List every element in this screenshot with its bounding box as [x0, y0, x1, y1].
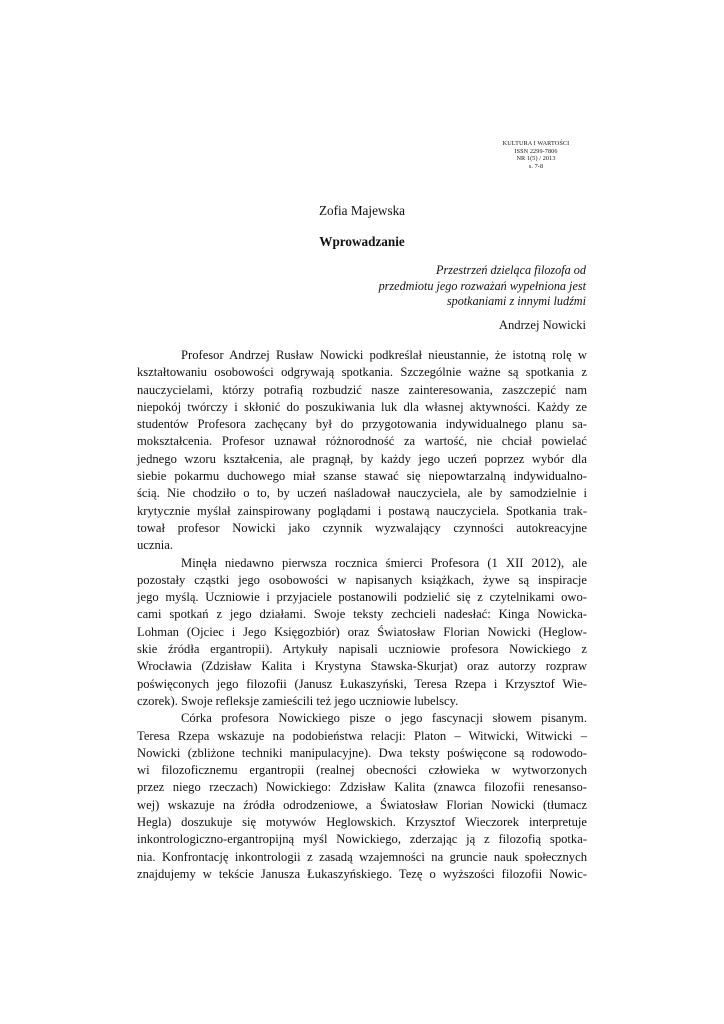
article-author: Zofia Majewska: [318, 203, 406, 218]
body-line: Lohman (Ojciec i Jego Księgozbiór) oraz Światosław Florian Nowicki (Heglow-: [137, 624, 587, 639]
body-paragraph: [137, 710, 587, 883]
body-line: pozostały cząstki jego osobowości w napisanych książkach, żywe są inspiracje: [137, 572, 587, 587]
epigraph-line: Przestrzeń dzieląca filozofa od: [436, 263, 586, 277]
body-line: jego myślą. Uczniowie i przyjaciele postanowili podzielić się z czytelnikami owo-: [137, 590, 587, 605]
body-paragraph: [137, 555, 587, 711]
journal-issn: ISSN 2299-7806: [514, 147, 558, 155]
epigraph-line: przedmiotu jego rozważań wypełniona jest: [378, 278, 586, 293]
body-line: inkontrologiczno-ergantropijną myśl Nowickiego, zderzając ją z filozofią spotka-: [137, 832, 587, 847]
journal-issue: NR 1(5) / 2013: [516, 155, 556, 163]
epigraph-line: spotkaniami z innymi ludźmi: [446, 294, 586, 308]
article-body: [137, 347, 587, 883]
epigraph-author: Andrzej Nowicki: [498, 318, 586, 332]
journal-pages: s. 7-8: [528, 162, 544, 170]
body-line: nauczycielami, którzy potrafią rozbudzić nasze zainteresowania, zaszczepić nam: [137, 382, 587, 397]
body-line: wej) wskazuje na źródła odrodzeniowe, a Światosław Florian Nowicki (tłumacz: [137, 797, 587, 812]
body-line: poświęconych jego filozofii (Janusz Łukaszyński, Teresa Rzepa i Krzysztof Wie-: [137, 676, 587, 691]
body-line: jednego wzoru kształcenia, ale pragnął, by każdy jego uczeń poprzez wybór dla: [137, 451, 587, 466]
body-line: przez niego rzeczach) Nowickiego: Zdzisław Kalita (znawca filozofii renesanso-: [137, 780, 587, 795]
body-line: ucznia.: [137, 538, 174, 553]
body-line: mokształcenia. Profesor uznawał różnorodność za wartość, nie chciał powielać: [137, 434, 587, 449]
body-line: Teresa Rzepa wskazuje na podobieństwa relacji: Platon – Witwicki, Witwicki –: [137, 728, 587, 743]
journal-header: [486, 140, 586, 170]
article-title: Wprowadzanie: [319, 234, 405, 249]
body-line: studentów Profesora zachęcany był do przygotowania indywidualnego planu sa-: [137, 417, 587, 432]
body-line: kształtowaniu osobowości odgrywają spotkania. Szczególnie ważne są spotkania z: [137, 365, 587, 380]
body-line: siebie pokarmu duchowego miał szanse stawać się niepowtarzalną indywidualno-: [137, 469, 587, 484]
epigraph: [379, 263, 586, 310]
body-line: niepokój twórczy i skłonić do poszukiwania luk dla własnej aktywności. Każdy ze: [137, 399, 587, 414]
body-line: znajdujemy w tekście Janusza Łukaszyńskiego. Tezę o wyższości filozofii Nowic-: [137, 866, 587, 881]
body-line: Profesor Andrzej Rusław Nowicki podkreślał nieustannie, że istotną rolę w: [181, 348, 587, 362]
journal-name: KULTURA I WARTOŚCI: [502, 140, 570, 147]
body-line: cami spotkań z jego działami. Swoje teksty zechcieli nadesłać: Kinga Nowicka-: [137, 607, 587, 622]
body-line: krytycznie myślał zainspirowany poglądami i postawą nauczyciela. Spotkania trak-: [137, 503, 587, 518]
body-line: skie źródła ergantropii). Artykuły napisali uczniowie profesora Nowickiego z: [137, 642, 587, 657]
body-line: Wrocławia (Zdzisław Kalita i Krystyna Stawska-Skurjat) oraz autorzy rozpraw: [137, 659, 587, 674]
body-line: Córka profesora Nowickiego pisze o jego fascynacji słowem pisanym.: [181, 711, 587, 726]
body-line: ścią. Nie chodziło o to, by uczeń naśladował nauczyciela, ale by samodzielnie i: [137, 486, 587, 501]
body-line: Nowicki (zbliżone techniki manipulacyjne). Dwa teksty poświęcone są rodowodo-: [137, 745, 587, 760]
body-line: tował profesor Nowicki jako czynnik wyzwalający czynności autokreacyjne: [137, 520, 587, 535]
body-line: Hegla) doszukuje się motywów Heglowskich. Krzysztof Wieczorek interpretuje: [137, 815, 587, 830]
body-line: Minęła niedawno pierwsza rocznica śmierci Profesora (1 XII 2012), ale: [181, 555, 587, 570]
body-line: czorek). Swoje refleksje zamieścili też jego uczniowie lubelscy.: [137, 693, 459, 708]
body-line: wi filozoficznemu ergantropii (realnej obecności człowieka w wytworzonych: [137, 763, 587, 778]
body-line: nia. Konfrontację inkontrologii z zasadą wzajemności na gruncie nauk społecznych: [137, 849, 587, 864]
body-paragraph: [137, 347, 587, 555]
